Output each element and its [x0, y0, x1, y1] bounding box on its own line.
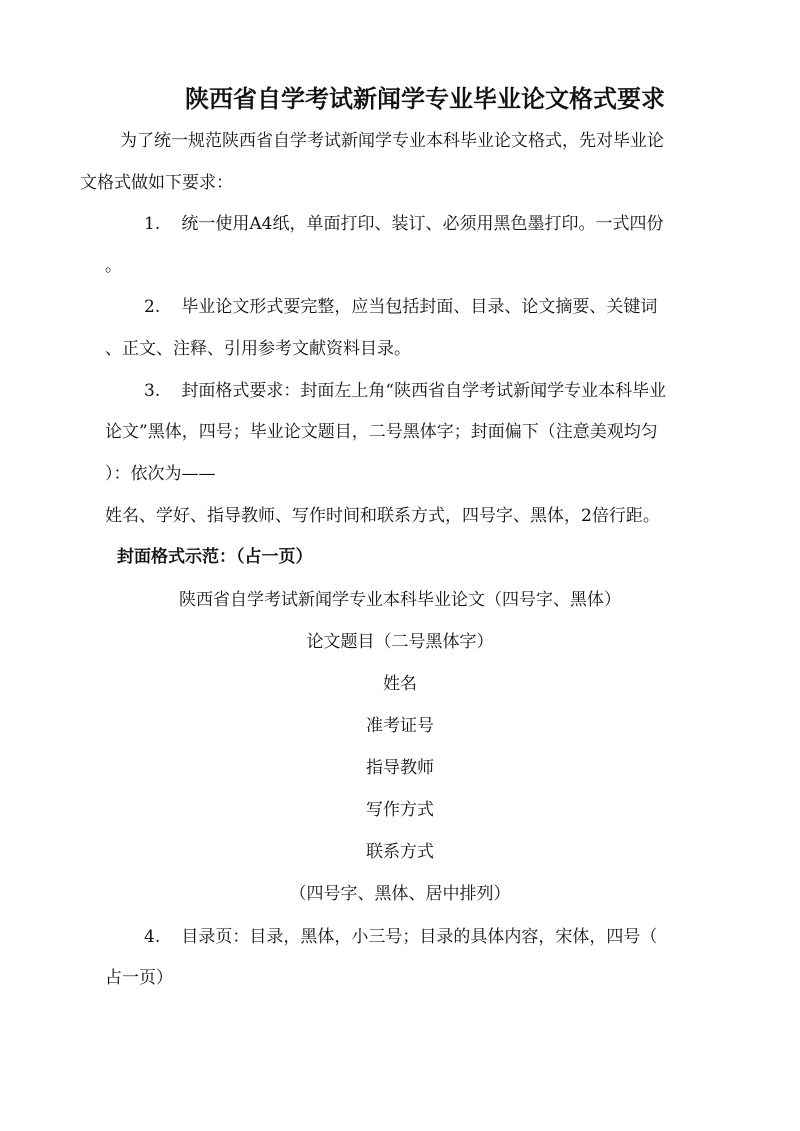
- item-3-text: 封面格式要求：封面左上角“陕西省自学考试新闻学专业本科毕业: [181, 381, 667, 401]
- item-3-first-line: [144, 381, 666, 401]
- item-4-number: 4.: [144, 927, 161, 947]
- item-3-number: 3.: [144, 381, 161, 401]
- item-1-text: 统一使用A4纸，单面打印、装订、必须用黑色墨打印。一式四份: [181, 214, 664, 234]
- cover-sample-line-8: （四号字、黑体、居中排列）: [289, 884, 511, 904]
- item-1-first-line: [144, 214, 664, 234]
- cover-sample-line-7: 联系方式: [366, 842, 434, 862]
- item-4-second-line: 占一页）: [105, 968, 173, 988]
- item-3-third-line: ）：依次为——: [105, 464, 216, 484]
- cover-sample-heading: 封面格式示范：（占一页）: [117, 547, 313, 567]
- cover-sample-line-3: 姓名: [383, 674, 417, 694]
- item-1-number: 1.: [144, 214, 161, 234]
- item-4-first-line: [144, 927, 657, 947]
- item-1-second-line: 。: [105, 256, 122, 276]
- cover-sample-line-6: 写作方式: [366, 800, 434, 820]
- item-2-second-line: 、正文、注释、引用参考文献资料目录。: [105, 339, 411, 359]
- item-3-fourth-line: 姓名、学好、指导教师、写作时间和联系方式，四号字、黑体，2倍行距。: [105, 506, 660, 526]
- item-2-first-line: [144, 297, 657, 317]
- cover-sample-line-4: 准考证号: [366, 716, 434, 736]
- item-3-second-line: 论文”黑体，四号；毕业论文题目，二号黑体字；封面偏下（注意美观均匀: [105, 422, 658, 442]
- intro-line-1: 为了统一规范陕西省自学考试新闻学专业本科毕业论文格式，先对毕业论: [120, 131, 664, 151]
- item-4-text: 目录页：目录，黑体，小三号；目录的具体内容，宋体，四号（: [181, 927, 658, 947]
- cover-sample-line-5: 指导教师: [366, 758, 434, 778]
- intro-line-2: 文格式做如下要求：: [80, 173, 233, 193]
- cover-sample-line-1: 陕西省自学考试新闻学专业本科毕业论文（四号字、黑体）: [179, 590, 621, 610]
- item-2-text: 毕业论文形式要完整，应当包括封面、目录、论文摘要、关键词: [181, 297, 658, 317]
- document-title: 陕西省自学考试新闻学专业毕业论文格式要求: [185, 85, 665, 113]
- item-2-number: 2.: [144, 297, 161, 317]
- cover-sample-line-2: 论文题目（二号黑体字）: [306, 632, 494, 652]
